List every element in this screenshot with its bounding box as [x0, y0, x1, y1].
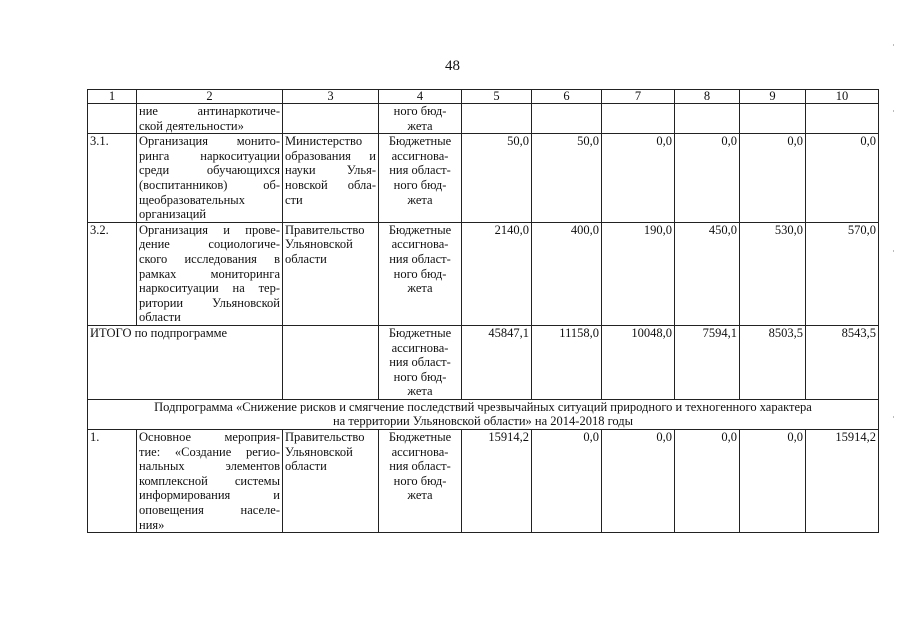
scan-speck: [893, 110, 894, 112]
row-number-cell: 3.2.: [88, 222, 137, 325]
activity-name-line: ринга наркоситуации: [139, 148, 280, 163]
activity-name-line: среди обучающихся: [139, 163, 280, 178]
funding-source-line: жета: [407, 384, 433, 399]
column-header: 7: [602, 90, 675, 104]
value-cell: 50,0: [462, 134, 532, 223]
executor-cell: [283, 430, 379, 533]
funding-source-line: ния област-: [389, 355, 451, 370]
row-number-cell: 3.1.: [88, 134, 137, 223]
funding-source-line: ния област-: [389, 163, 451, 178]
subprogram-heading-row: [88, 399, 879, 429]
activity-name-line: Основное мероприя-: [139, 430, 280, 445]
executor-line: образования и: [285, 148, 376, 163]
activity-name-line: наркоситуации на тер-: [139, 281, 280, 296]
column-numbers-row: [88, 90, 879, 104]
table-row-1: [88, 430, 879, 533]
value-cell: [806, 104, 879, 134]
subprogram-title-line: на территории Ульяновской области» на 2014-2018 годы: [332, 414, 634, 429]
value-cell: [532, 104, 602, 134]
funding-source-line: ного бюд-: [393, 177, 447, 192]
funding-source-line: ассигнова-: [391, 444, 449, 459]
funding-source-line: ассигнова-: [391, 237, 449, 252]
funding-source-line: ассигнова-: [391, 148, 449, 163]
funding-source-cell: [379, 430, 462, 533]
page-number: 48: [445, 58, 460, 74]
value-cell: 0,0: [806, 134, 879, 223]
value-cell: [740, 104, 806, 134]
scan-speck: [893, 416, 894, 418]
total-value-cell: 7594,1: [675, 325, 740, 399]
activity-name-line: Организация монито-: [139, 134, 280, 149]
activity-name-line: ского исследования в: [139, 251, 280, 266]
activity-name-cell: [137, 222, 283, 325]
funding-source-line: ния област-: [389, 251, 451, 266]
value-cell: 0,0: [602, 430, 675, 533]
funding-source-cell: [379, 104, 462, 134]
value-cell: 15914,2: [462, 430, 532, 533]
funding-source-line: жета: [407, 118, 433, 133]
value-cell: [462, 104, 532, 134]
funding-source-line: Бюджетные: [388, 430, 452, 445]
executor-line: области: [285, 251, 327, 266]
executor-line: науки Улья-: [285, 163, 376, 178]
funding-source-line: Бюджетные: [388, 134, 452, 149]
total-value-cell: 8543,5: [806, 325, 879, 399]
funding-source-cell: [379, 325, 462, 399]
activity-name-line: ритории Ульяновской: [139, 295, 280, 310]
activity-name-line: Организация и прове-: [139, 222, 280, 237]
column-header: 9: [740, 90, 806, 104]
table-row-3-1: [88, 134, 879, 223]
value-cell: 0,0: [740, 430, 806, 533]
column-header: 8: [675, 90, 740, 104]
total-value-cell: 10048,0: [602, 325, 675, 399]
value-cell: [675, 104, 740, 134]
budget-table: [87, 89, 879, 533]
funding-source-line: ного бюд-: [393, 266, 447, 281]
value-cell: 0,0: [532, 430, 602, 533]
activity-name-line: комплексной системы: [139, 473, 280, 488]
activity-name-cell: [137, 134, 283, 223]
subprogram-title: [88, 399, 879, 429]
total-row: [88, 325, 879, 399]
activity-name-line: информирования и: [139, 488, 280, 503]
table-row-continued: [88, 104, 879, 134]
funding-source-line: жета: [407, 281, 433, 296]
value-cell: 0,0: [602, 134, 675, 223]
executor-line: Ульяновской: [285, 237, 353, 252]
scan-speck: [893, 250, 894, 252]
row-number-cell: 1.: [88, 430, 137, 533]
funding-source-line: ного бюд-: [393, 104, 447, 118]
value-cell: 400,0: [532, 222, 602, 325]
funding-source-line: ния област-: [389, 459, 451, 474]
activity-name-line: ской деятельности»: [139, 118, 244, 133]
value-cell: 570,0: [806, 222, 879, 325]
value-cell: 2140,0: [462, 222, 532, 325]
funding-source-line: Бюджетные: [388, 325, 452, 340]
activity-name-line: оповещения населе-: [139, 503, 280, 518]
value-cell: 0,0: [740, 134, 806, 223]
funding-source-cell: [379, 134, 462, 223]
total-value-cell: 8503,5: [740, 325, 806, 399]
column-header: 3: [283, 90, 379, 104]
executor-cell: [283, 325, 379, 399]
table-row-3-2: [88, 222, 879, 325]
funding-source-line: жета: [407, 192, 433, 207]
activity-name-line: ние антинаркотиче-: [139, 104, 280, 118]
executor-line: Ульяновской: [285, 444, 353, 459]
executor-line: области: [285, 459, 327, 474]
total-label: ИТОГО по подпрограмме: [88, 325, 283, 399]
activity-name-line: тие: «Создание регио-: [139, 444, 280, 459]
value-cell: 0,0: [675, 134, 740, 223]
executor-cell: [283, 104, 379, 134]
activity-name-cell: [137, 430, 283, 533]
column-header: 6: [532, 90, 602, 104]
scan-speck: [893, 44, 894, 46]
activity-name-line: нальных элементов: [139, 459, 280, 474]
activity-name-line: области: [139, 310, 181, 325]
total-value-cell: 11158,0: [532, 325, 602, 399]
value-cell: 15914,2: [806, 430, 879, 533]
value-cell: [602, 104, 675, 134]
funding-source-cell: [379, 222, 462, 325]
funding-source-line: ного бюд-: [393, 369, 447, 384]
column-header: 5: [462, 90, 532, 104]
activity-name-line: рамках мониторинга: [139, 266, 280, 281]
subprogram-title-line: Подпрограмма «Снижение рисков и смягчение последствий чрезвычайных ситуаций природного и техногенного характера: [154, 399, 812, 414]
column-header: 10: [806, 90, 879, 104]
column-header: 4: [379, 90, 462, 104]
column-header: 1: [88, 90, 137, 104]
value-cell: 0,0: [675, 430, 740, 533]
executor-line: Правительство: [285, 222, 365, 237]
executor-line: новской обла-: [285, 177, 376, 192]
activity-name-line: организаций: [139, 207, 207, 222]
activity-name-cell: [137, 104, 283, 134]
activity-name-line: дение социологиче-: [139, 237, 280, 252]
value-cell: 190,0: [602, 222, 675, 325]
value-cell: 530,0: [740, 222, 806, 325]
executor-line: Министерство: [285, 134, 363, 149]
funding-source-line: ного бюд-: [393, 473, 447, 488]
executor-line: Правительство: [285, 430, 365, 445]
activity-name-line: (воспитанников) об-: [139, 177, 280, 192]
executor-line: сти: [285, 192, 303, 207]
executor-cell: [283, 134, 379, 223]
row-number-cell: [88, 104, 137, 134]
column-header: 2: [137, 90, 283, 104]
executor-cell: [283, 222, 379, 325]
value-cell: 50,0: [532, 134, 602, 223]
funding-source-line: жета: [407, 488, 433, 503]
activity-name-line: щеобразовательных: [139, 192, 245, 207]
value-cell: 450,0: [675, 222, 740, 325]
funding-source-line: ассигнова-: [391, 340, 449, 355]
funding-source-line: Бюджетные: [388, 222, 452, 237]
total-value-cell: 45847,1: [462, 325, 532, 399]
activity-name-line: ния»: [139, 517, 165, 532]
